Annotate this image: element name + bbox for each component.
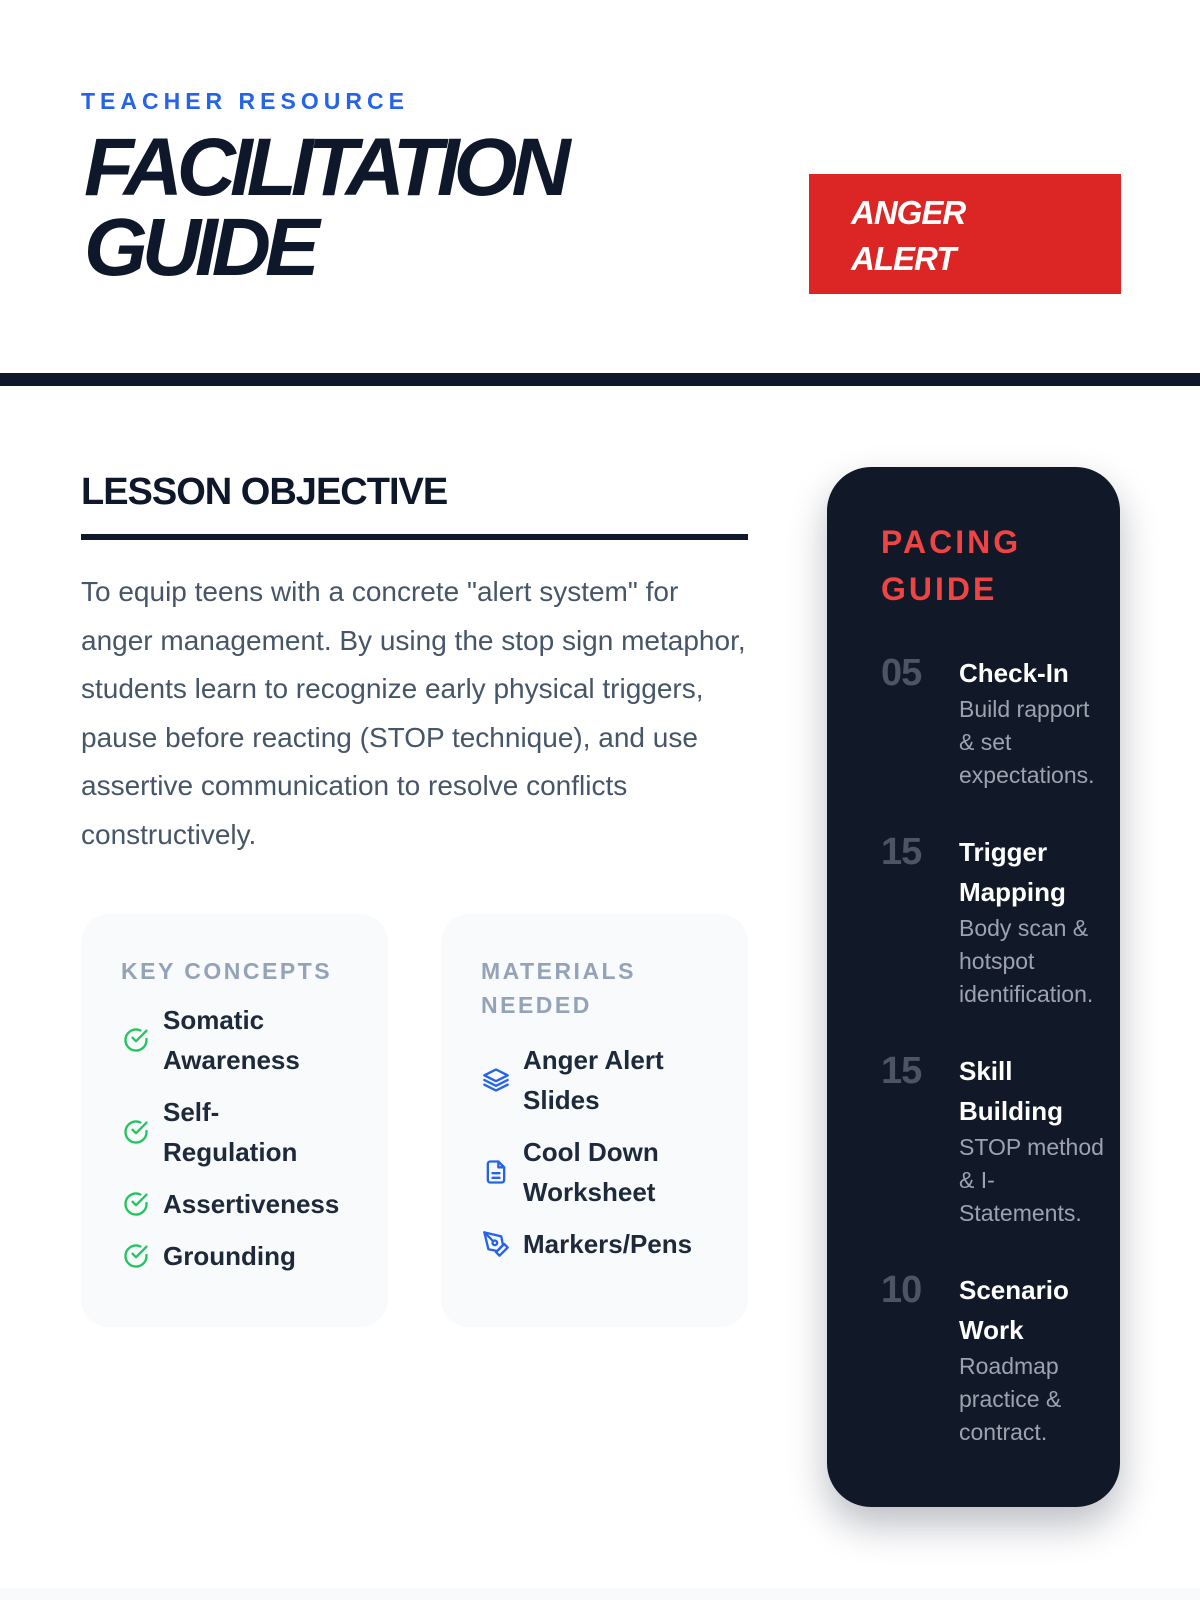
- key-concepts-list: [121, 1000, 350, 1276]
- list-item: [121, 1236, 350, 1276]
- check-circle-icon: [121, 1117, 151, 1147]
- step-name: Scenario Work: [959, 1275, 1069, 1345]
- header: [0, 0, 1200, 373]
- pacing-step: [881, 1051, 1110, 1230]
- step-description: Body scan & hotspot identification.: [959, 915, 1094, 1007]
- pacing-guide-panel: [827, 467, 1120, 1507]
- footer-strip: [0, 1588, 1200, 1600]
- concept-label: Somatic Awareness: [163, 1005, 300, 1075]
- materials-list: [481, 1040, 710, 1264]
- concept-label: Assertiveness: [163, 1189, 340, 1219]
- pacing-guide-title: PACING GUIDE: [881, 524, 1022, 607]
- pacing-step: [881, 1270, 1110, 1449]
- pen-tool-icon: [481, 1229, 511, 1259]
- list-item: [121, 1184, 350, 1224]
- list-item: [121, 1092, 350, 1172]
- check-circle-icon: [121, 1189, 151, 1219]
- list-item: [121, 1000, 350, 1080]
- list-item: [481, 1224, 710, 1264]
- concept-label: Grounding: [163, 1241, 296, 1271]
- key-concepts-card: [81, 914, 388, 1327]
- step-description: STOP method & I-Statements.: [959, 1134, 1104, 1226]
- list-item: [481, 1132, 710, 1212]
- check-circle-icon: [121, 1241, 151, 1271]
- list-item: [481, 1040, 710, 1120]
- step-minutes: 05: [881, 652, 922, 694]
- step-description: Roadmap practice & contract.: [959, 1353, 1062, 1445]
- layers-icon: [481, 1065, 511, 1095]
- eyebrow-label: TEACHER RESOURCE: [81, 88, 409, 114]
- pacing-step: [881, 653, 1110, 792]
- material-label: Markers/Pens: [523, 1229, 693, 1259]
- step-minutes: 10: [881, 1269, 922, 1311]
- document-icon: [481, 1157, 511, 1187]
- materials-needed-label: MATERIALS NEEDED: [481, 958, 636, 1018]
- step-description: Build rapport & set expectations.: [959, 696, 1095, 788]
- step-minutes: 15: [881, 831, 922, 873]
- check-circle-icon: [121, 1025, 151, 1055]
- header-divider: [0, 373, 1200, 386]
- step-name: Trigger Mapping: [959, 837, 1066, 907]
- anger-alert-badge: [809, 174, 1121, 294]
- pacing-step: [881, 832, 1110, 1011]
- concept-label: Self-Regulation: [163, 1097, 298, 1167]
- key-concepts-label: KEY CONCEPTS: [121, 958, 333, 984]
- step-minutes: 15: [881, 1050, 922, 1092]
- material-label: Anger Alert Slides: [523, 1045, 664, 1115]
- materials-needed-card: [441, 914, 748, 1327]
- material-label: Cool Down Worksheet: [523, 1137, 659, 1207]
- title-line-2: GUIDE: [84, 202, 314, 293]
- page-title: [84, 122, 565, 293]
- step-name: Skill Building: [959, 1056, 1063, 1126]
- badge-line-2: ALERT: [851, 240, 956, 277]
- lesson-objective-heading: LESSON OBJECTIVE: [81, 471, 448, 513]
- badge-line-1: ANGER: [851, 194, 966, 231]
- objective-divider: [81, 534, 748, 540]
- step-name: Check-In: [959, 658, 1069, 688]
- title-line-1: FACILITATION: [84, 122, 565, 213]
- lesson-objective-text: To equip teens with a concrete "alert system" for anger management. By using the stop sign metaphor, students learn to recognize early physical triggers, pause before reacting (STOP technique), and use assertive communication to resolve conflicts constructively.: [81, 576, 746, 850]
